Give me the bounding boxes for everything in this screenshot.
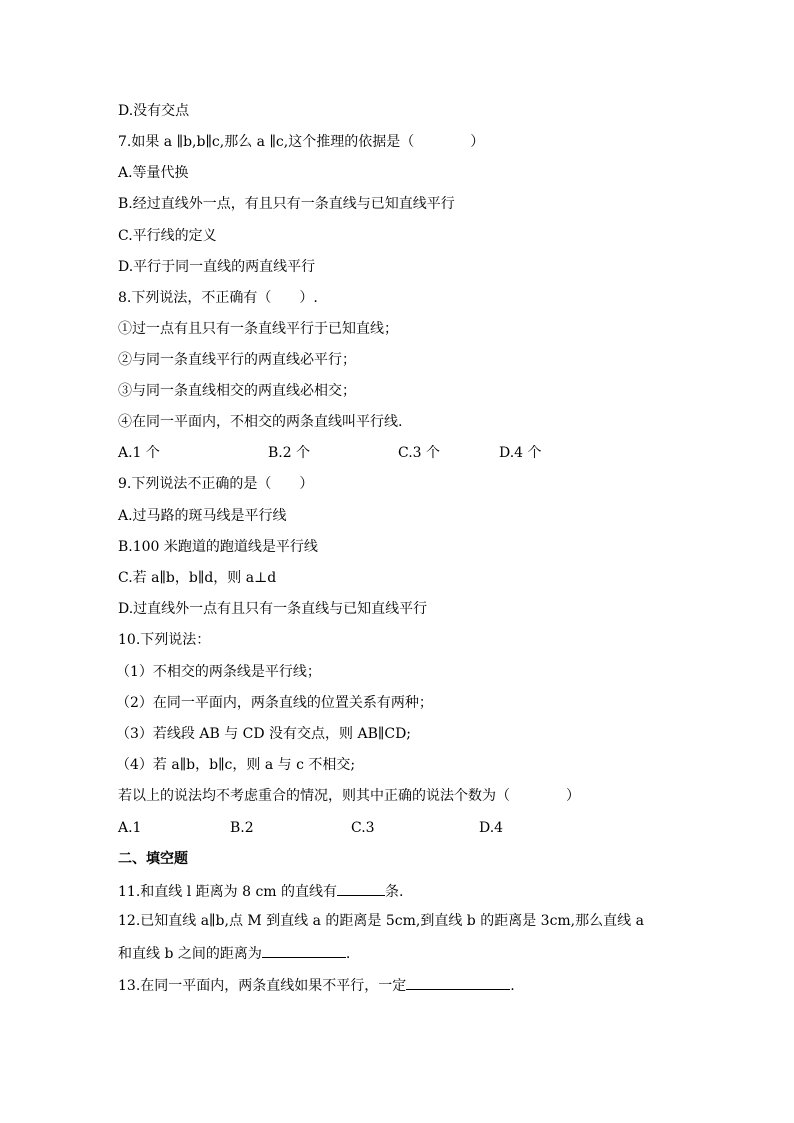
q8-options-row xyxy=(118,442,678,464)
q6-option-d: D.没有交点 xyxy=(118,103,190,119)
q10-statement-4: （4）若 a∥b，b∥c，则 a 与 c 不相交; xyxy=(116,757,356,773)
q13-line xyxy=(118,973,515,995)
q10-option-d: D.4 xyxy=(479,820,504,836)
q12-line-2 xyxy=(118,941,350,963)
q11-text-before: 11.和直线 l 距离为 8 cm 的直线有 xyxy=(118,884,338,900)
q9-option-c: C.若 a∥b，b∥d，则 a⊥d xyxy=(118,570,277,586)
q9-option-b: B.100 米跑道的跑道线是平行线 xyxy=(118,539,318,555)
q7-option-c: C.平行线的定义 xyxy=(118,228,217,244)
q7-option-b: B.经过直线外一点，有且只有一条直线与已知直线平行 xyxy=(118,196,455,212)
q12-text-before: 和直线 b 之间的距离为 xyxy=(118,946,262,962)
q8-option-d: D.4 个 xyxy=(499,445,542,461)
q10-stem: 10.下列说法： xyxy=(118,632,211,648)
q13-answer-blank[interactable] xyxy=(406,973,510,990)
q10-statement-2: （2）在同一平面内，两条直线的位置关系有两种； xyxy=(116,695,433,711)
q8-statement-2: ②与同一条直线平行的两直线必平行； xyxy=(118,352,356,368)
q13-text-after: . xyxy=(510,978,515,994)
q10-options-row xyxy=(118,817,678,839)
q10-question: 若以上的说法均不考虑重合的情况，则其中正确的说法个数为（ ） xyxy=(118,788,580,804)
q10-statement-3: （3）若线段 AB 与 CD 没有交点，则 AB∥CD; xyxy=(116,726,412,742)
q10-option-a: A.1 xyxy=(118,820,142,836)
q7-option-a: A.等量代换 xyxy=(118,165,189,181)
q9-stem: 9.下列说法不正确的是（ ） xyxy=(118,476,314,492)
q13-text-before: 13.在同一平面内，两条直线如果不平行，一定 xyxy=(118,978,407,994)
q11-line xyxy=(118,879,403,901)
q8-option-a: A.1 个 xyxy=(118,445,160,461)
q10-statement-1: （1）不相交的两条线是平行线； xyxy=(116,664,321,680)
section-heading-fill-in: 二、填空题 xyxy=(118,851,188,867)
q8-option-b: B.2 个 xyxy=(268,445,311,461)
q12-text-after: . xyxy=(345,946,351,962)
q8-statement-3: ③与同一条直线相交的两直线必相交； xyxy=(118,383,356,399)
q10-option-c: C.3 xyxy=(351,820,375,836)
q12-line-1: 12.已知直线 a∥b,点 M 到直线 a 的距离是 5cm,到直线 b 的距离是 3cm,那么直线 a xyxy=(118,913,644,929)
q8-stem: 8.下列说法，不正确有（ ）. xyxy=(118,290,318,306)
q8-option-c: C.3 个 xyxy=(398,445,441,461)
q7-option-d: D.平行于同一直线的两直线平行 xyxy=(118,259,316,275)
q8-statement-4: ④在同一平面内，不相交的两条直线叫平行线. xyxy=(118,414,403,430)
q12-answer-blank[interactable] xyxy=(262,941,346,958)
q9-option-d: D.过直线外一点有且只有一条直线与已知直线平行 xyxy=(118,601,428,617)
q8-statement-1: ①过一点有且只有一条直线平行于已知直线； xyxy=(118,321,398,337)
q11-answer-blank[interactable] xyxy=(337,879,385,896)
q7-stem: 7.如果 a ∥b,b∥c,那么 a ∥c,这个推理的依据是（ ） xyxy=(118,134,485,150)
q11-text-after: 条. xyxy=(385,884,404,900)
q10-option-b: B.2 xyxy=(230,820,254,836)
q9-option-a: A.过马路的斑马线是平行线 xyxy=(118,508,287,524)
